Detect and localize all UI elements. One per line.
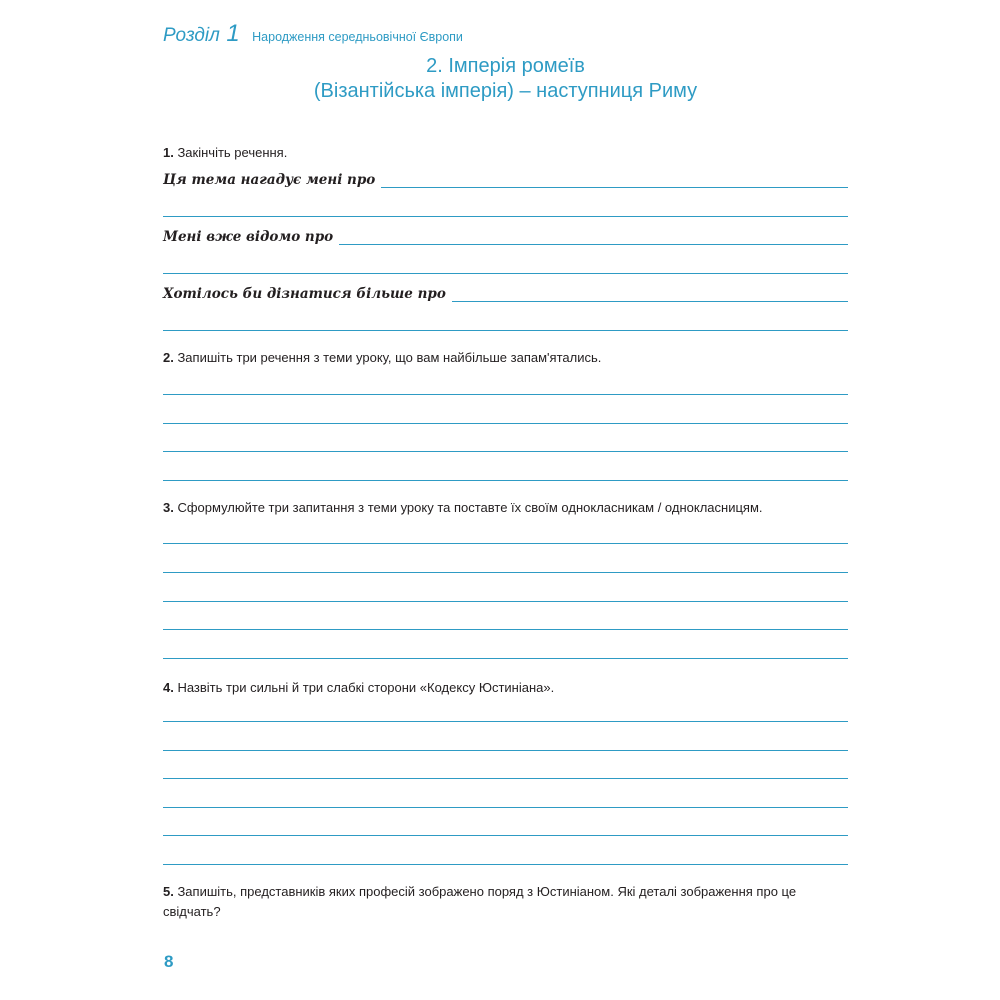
sentence-prompt-2: Мені вже відомо про: [163, 229, 339, 245]
task-4: [163, 678, 853, 698]
task-text: Назвіть три сильні й три слабкі сторони «Кодексу Юстиніана».: [173, 680, 555, 695]
answer-line[interactable]: [163, 394, 848, 395]
task-number: 4.: [163, 680, 174, 695]
lesson-title-line1: 2. Імперія ромеїв: [426, 55, 585, 77]
task-5: [163, 882, 853, 922]
task-text: Сформулюйте три запитання з теми уроку та поставте їх своїм однокласникам / однокласницям.: [173, 500, 763, 515]
lesson-title-line2: (Візантійська імперія) – наступниця Риму: [313, 80, 698, 102]
answer-line[interactable]: [163, 864, 848, 865]
answer-line[interactable]: [163, 216, 848, 217]
answer-line[interactable]: [163, 330, 848, 331]
answer-line[interactable]: [163, 807, 848, 808]
task-number: 2.: [163, 350, 174, 365]
page-number: 8: [164, 952, 174, 971]
task-text: Запишіть три речення з теми уроку, що вам найбільше запам'ятались.: [173, 350, 602, 365]
sentence-prompt-3: Хотілось би дізнатися більше про: [163, 286, 452, 302]
answer-line[interactable]: [163, 423, 848, 424]
answer-line[interactable]: [163, 835, 848, 836]
answer-line[interactable]: [163, 601, 848, 602]
task-1: [163, 143, 853, 163]
answer-line[interactable]: [163, 480, 848, 481]
answer-line[interactable]: [163, 273, 848, 274]
answer-line[interactable]: [163, 451, 848, 452]
section-title: Народження середньовічної Європи: [252, 30, 463, 44]
task-number: 1.: [163, 145, 174, 160]
answer-line[interactable]: [163, 543, 848, 544]
sentence-prompt-1: Ця тема нагадує мені про: [163, 172, 381, 188]
answer-line[interactable]: [163, 572, 848, 573]
section-number: 1: [226, 20, 240, 47]
section-header: [163, 20, 463, 48]
task-text: Запишіть, представників яких професій зображено поряд з Юстиніаном. Які деталі зображення про це свідчать?: [163, 884, 797, 919]
section-word: Розділ: [163, 25, 220, 46]
task-2: [163, 348, 853, 368]
answer-line[interactable]: [163, 721, 848, 722]
task-number: 5.: [163, 884, 174, 899]
answer-line[interactable]: [163, 778, 848, 779]
task-text: Закінчіть речення.: [173, 145, 288, 160]
answer-line[interactable]: [163, 658, 848, 659]
answer-line[interactable]: [163, 750, 848, 751]
answer-line[interactable]: [163, 629, 848, 630]
task-number: 3.: [163, 500, 174, 515]
task-3: [163, 498, 853, 518]
